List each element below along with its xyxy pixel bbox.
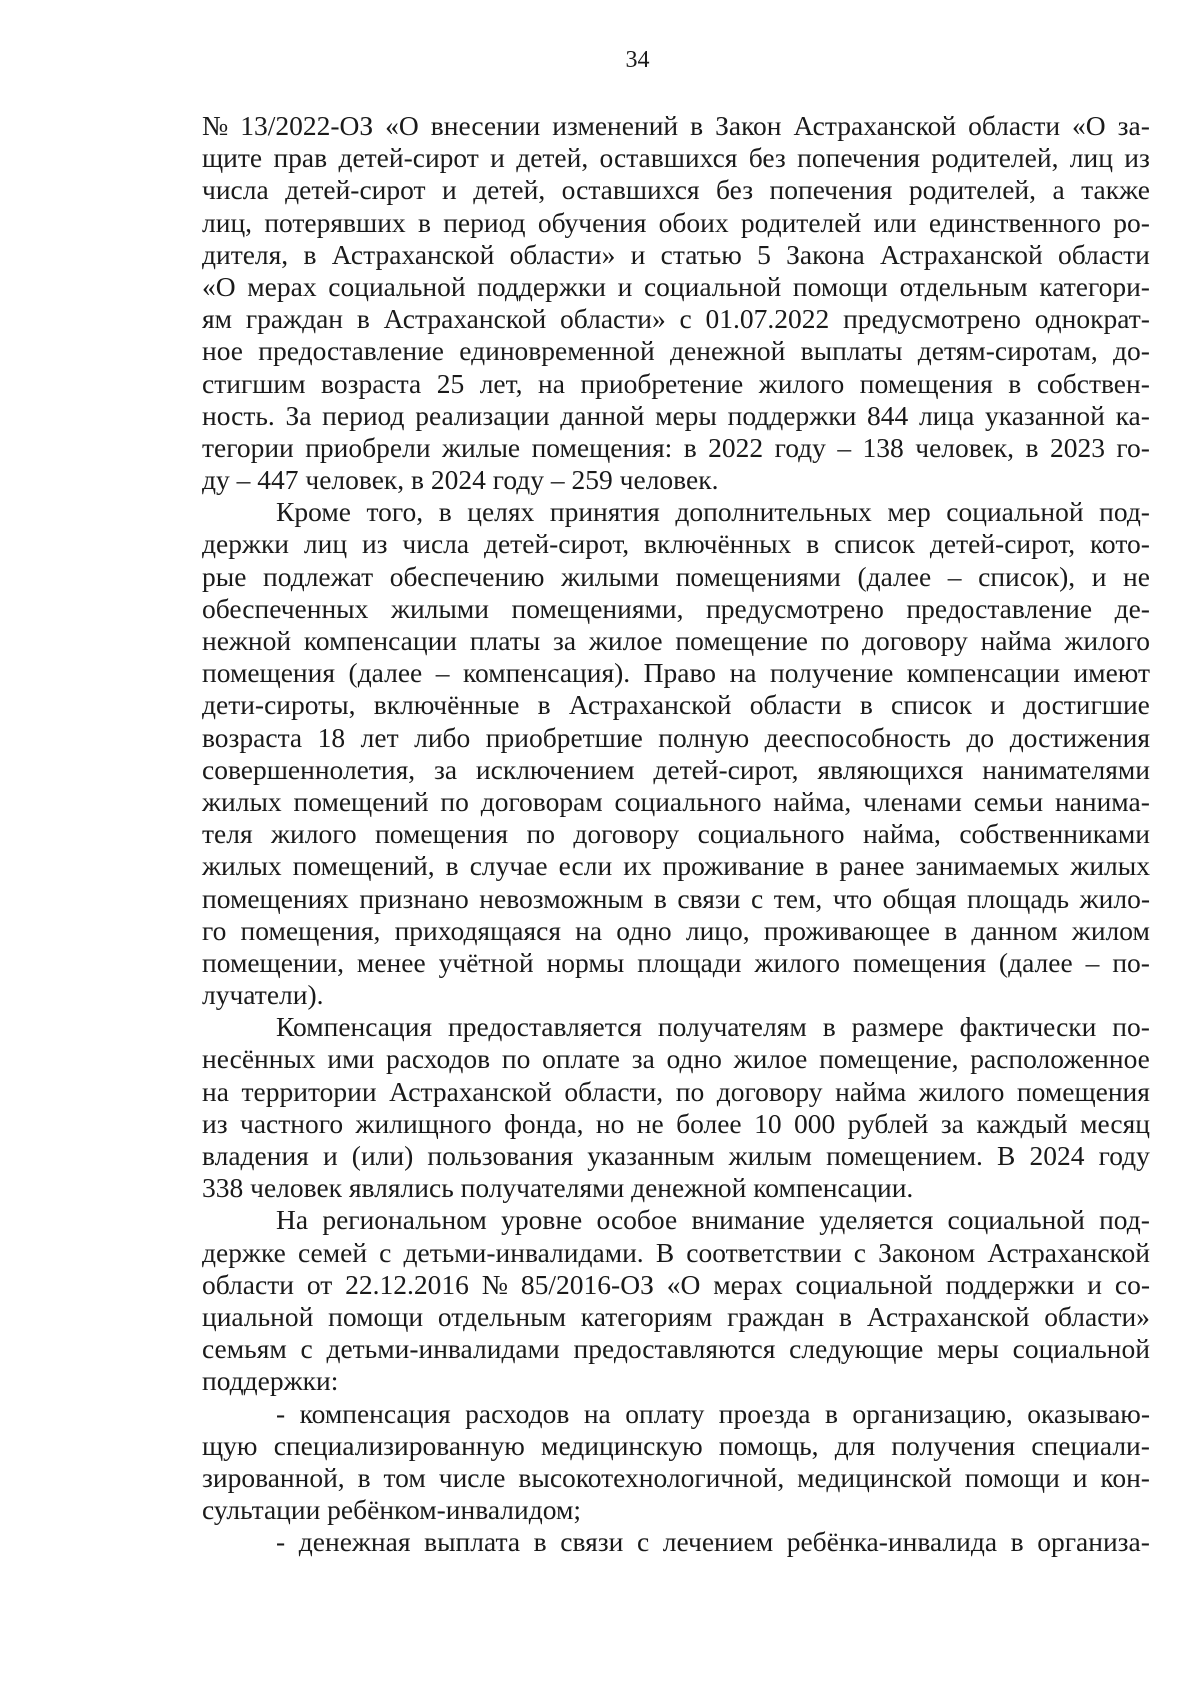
text-line: На региональном уровне особое внимание уделяется социальной под-: [276, 1204, 1150, 1236]
text-line: совершеннолетия, за исключением детей-сирот, являющихся нанимателями: [202, 753, 1150, 785]
text-line: зированной, в том числе высокотехнологичной, медицинской помощи и кон-: [202, 1461, 1150, 1493]
text-line: ду – 447 человек, в 2024 году – 259 человек.: [202, 464, 719, 496]
text-line: помещениях признано невозможным в связи с тем, что общая площадь жило-: [202, 882, 1150, 914]
document-body: [202, 110, 1150, 1558]
text-line: лучатели).: [202, 979, 324, 1011]
text-line: го помещения, приходящаяся на одно лицо, проживающее в данном жилом: [202, 914, 1150, 946]
text-line: щите прав детей-сирот и детей, оставшихся без попечения родителей, лиц из: [202, 142, 1150, 174]
text-line: несённых ими расходов по оплате за одно жилое помещение, расположенное: [202, 1043, 1150, 1075]
text-line: помещении, менее учётной нормы площади жилого помещения (далее – по-: [202, 946, 1150, 978]
text-line: - компенсация расходов на оплату проезда в организацию, оказываю-: [276, 1397, 1150, 1429]
text-line: жилых помещений, в случае если их проживание в ранее занимаемых жилых: [202, 850, 1150, 882]
text-line: лиц, потерявших в период обучения обоих родителей или единственного ро-: [202, 206, 1150, 238]
text-line: № 13/2022-ОЗ «О внесении изменений в Закон Астраханской области «О за-: [202, 110, 1150, 141]
text-line: Компенсация предоставляется получателям в размере фактически по-: [276, 1011, 1150, 1043]
text-line: щую специализированную медицинскую помощь, для получения специали-: [202, 1429, 1150, 1461]
text-line: 338 человек являлись получателями денежной компенсации.: [202, 1172, 914, 1204]
text-line: ность. За период реализации данной меры поддержки 844 лица указанной ка-: [202, 399, 1150, 431]
text-line: области от 22.12.2016 № 85/2016-ОЗ «О мерах социальной поддержки и со-: [202, 1268, 1150, 1300]
text-line: на территории Астраханской области, по договору найма жилого помещения: [202, 1075, 1150, 1107]
text-line: владения и (или) пользования указанным жилым помещением. В 2024 году: [202, 1140, 1150, 1171]
text-line: жилых помещений по договорам социального найма, членами семьи нанима-: [202, 785, 1150, 817]
text-line: дителя, в Астраханской области» и статью 5 Закона Астраханской области: [202, 238, 1150, 270]
text-line: нежной компенсации платы за жилое помещение по договору найма жилого: [202, 625, 1150, 656]
text-line: теля жилого помещения по договору социального найма, собственниками: [202, 818, 1150, 850]
page-number: 34: [625, 47, 650, 73]
text-line: рые подлежат обеспечению жилыми помещениями (далее – список), и не: [202, 560, 1150, 592]
text-line: держке семей с детьми-инвалидами. В соответствии с Законом Астраханской: [202, 1236, 1150, 1268]
text-line: возраста 18 лет либо приобретшие полную дееспособность до достижения: [202, 721, 1150, 753]
text-line: ям граждан в Астраханской области» с 01.07.2022 предусмотрено однократ-: [202, 303, 1150, 335]
text-line: - денежная выплата в связи с лечением ребёнка-инвалида в организа-: [276, 1526, 1150, 1558]
text-line: сультации ребёнком-инвалидом;: [202, 1494, 582, 1526]
text-line: обеспеченных жилыми помещениями, предусмотрено предоставление де-: [202, 592, 1150, 624]
text-line: стигшим возраста 25 лет, на приобретение жилого помещения в собствен-: [202, 367, 1150, 399]
text-line: тегории приобрели жилые помещения: в 2022 году – 138 человек, в 2023 го-: [202, 431, 1150, 463]
text-line: числа детей-сирот и детей, оставшихся без попечения родителей, а также: [202, 174, 1150, 206]
text-line: семьям с детьми-инвалидами предоставляются следующие меры социальной: [202, 1333, 1150, 1365]
text-line: из частного жилищного фонда, но не более 10 000 рублей за каждый месяц: [202, 1107, 1150, 1139]
text-line: Кроме того, в целях принятия дополнительных мер социальной под-: [276, 496, 1150, 528]
text-line: дети-сироты, включённые в Астраханской области в список и достигшие: [202, 689, 1150, 721]
text-line: поддержки:: [202, 1365, 339, 1397]
text-line: циальной помощи отдельным категориям граждан в Астраханской области»: [202, 1300, 1150, 1332]
text-line: помещения (далее – компенсация). Право на получение компенсации имеют: [202, 657, 1150, 689]
text-line: держки лиц из числа детей-сирот, включённых в список детей-сирот, кото-: [202, 528, 1150, 560]
text-line: ное предоставление единовременной денежной выплаты детям-сиротам, до-: [202, 335, 1150, 367]
text-line: «О мерах социальной поддержки и социальной помощи отдельным категори-: [202, 270, 1150, 302]
